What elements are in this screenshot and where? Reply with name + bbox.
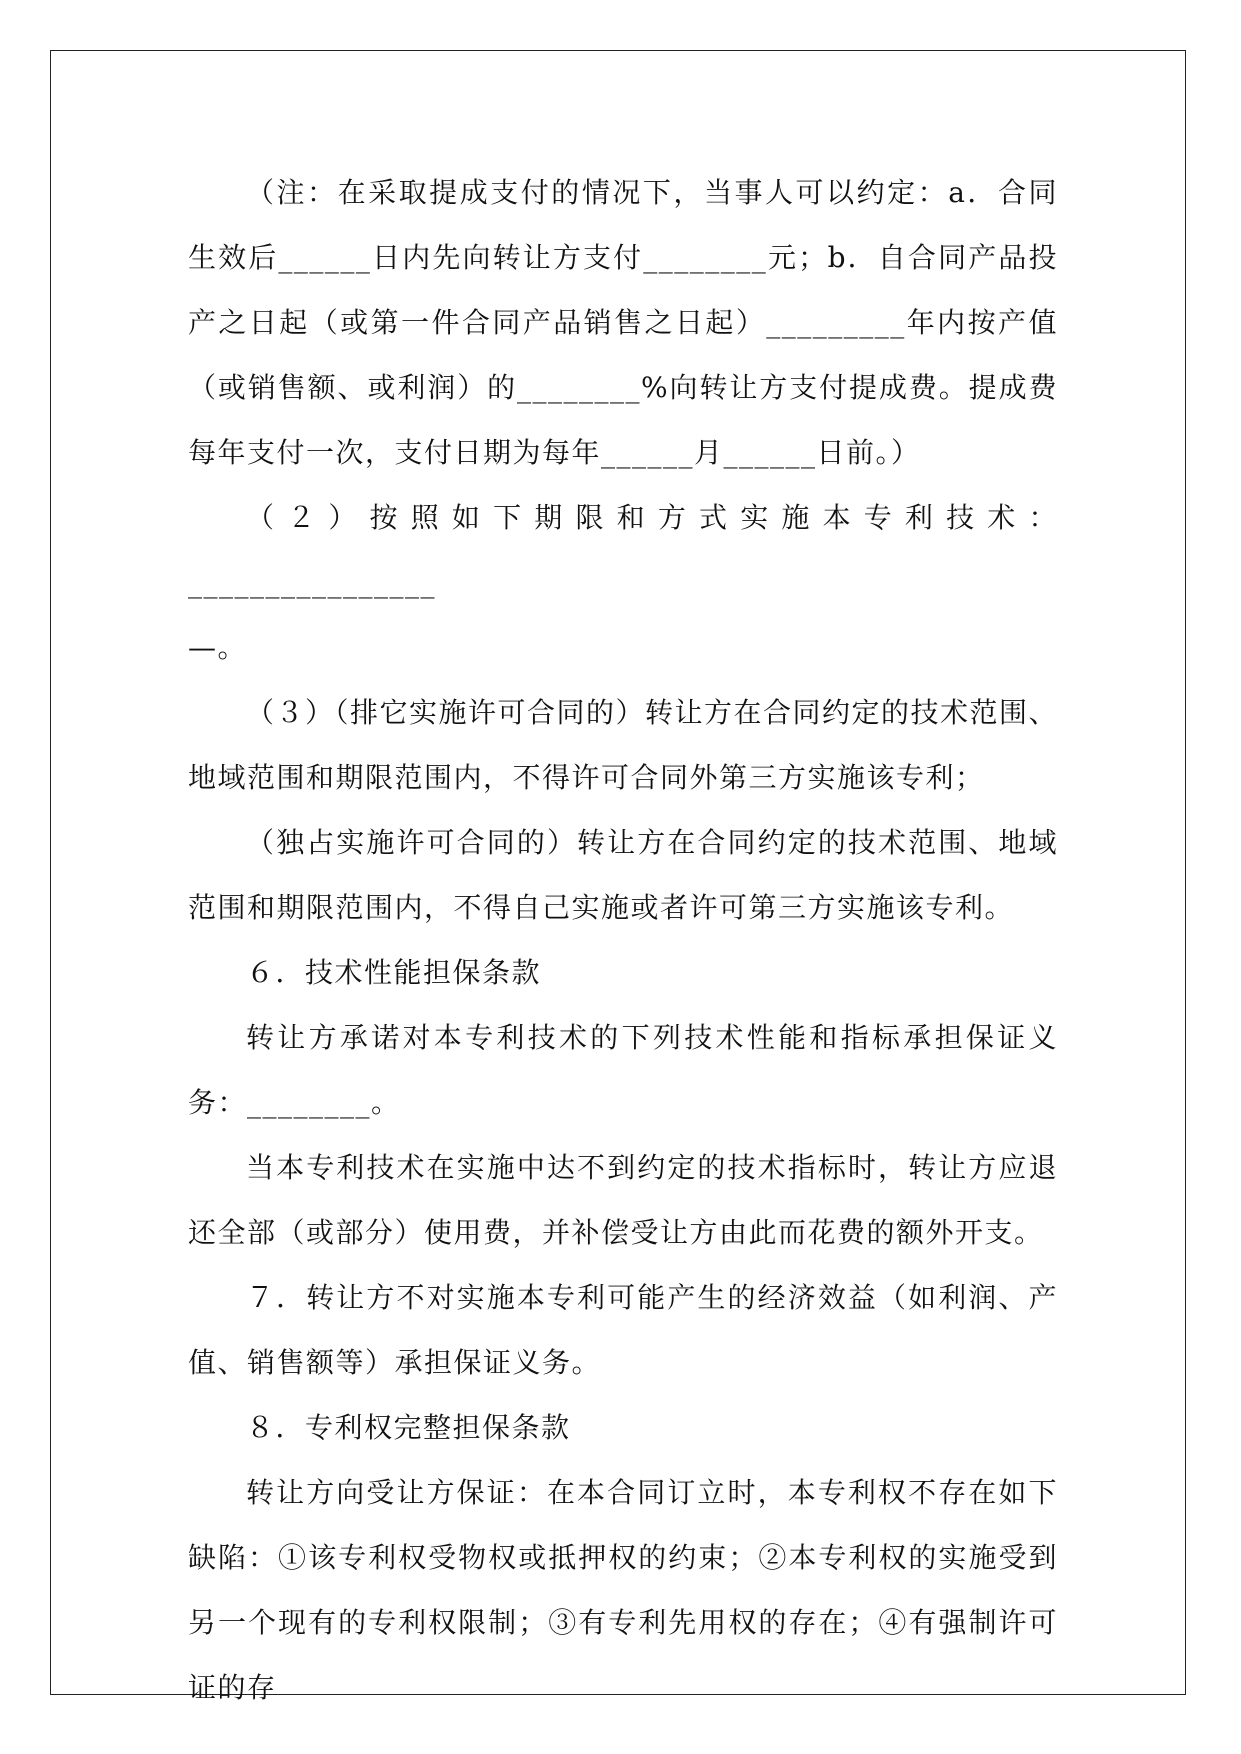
heading-section-6: ６．技术性能担保条款 bbox=[246, 956, 542, 989]
paragraph-exclusive-license: （３）（排它实施许可合同的）转让方在合同约定的技术范围、地域范围和期限范围内，不得许可合同外第三方实施该专利； bbox=[188, 696, 1059, 794]
paragraph-note-royalty: （注：在采取提成支付的情况下，当事人可以约定：a．合同生效后______日内先向转让方支付________元；b．自合同产品投产之日起（或第一件合同产品销售之日起）_________年内按产值（或销售额、或利润）的________%向转让方支付提成费。提成费每年支付一次，支付日期为每年______月______日前。） bbox=[188, 176, 1058, 469]
implementation-term-text: （２）按照如下期限和方式实施本专利技术：________________ bbox=[188, 501, 1058, 599]
paragraph-sole-license: （独占实施许可合同的）转让方在合同约定的技术范围、地域范围和期限范围内，不得自己实施或者许可第三方实施该专利。 bbox=[188, 826, 1058, 924]
paragraph-implementation-term bbox=[188, 485, 1058, 615]
paragraph-performance-guarantee: 转让方承诺对本专利技术的下列技术性能和指标承担保证义务：________。 bbox=[188, 1021, 1058, 1119]
paragraph-section-7: ７．转让方不对实施本专利可能产生的经济效益（如利润、产值、销售额等）承担保证义务。 bbox=[188, 1281, 1058, 1379]
paragraph-patent-warranty: 转让方向受让方保证：在本合同订立时，本专利权不存在如下缺陷：①该专利权受物权或抵押权的约束；②本专利权的实施受到另一个现有的专利权限制；③有专利先用权的存在；④有强制许可证的存 bbox=[188, 1476, 1058, 1704]
paragraph-refund-clause: 当本专利技术在实施中达不到约定的技术指标时，转让方应退还全部（或部分）使用费，并补偿受让方由此而花费的额外开支。 bbox=[188, 1151, 1058, 1249]
heading-section-8: ８．专利权完整担保条款 bbox=[246, 1411, 571, 1444]
document-body bbox=[188, 160, 1058, 1720]
implementation-term-tail: —。 bbox=[188, 631, 248, 664]
